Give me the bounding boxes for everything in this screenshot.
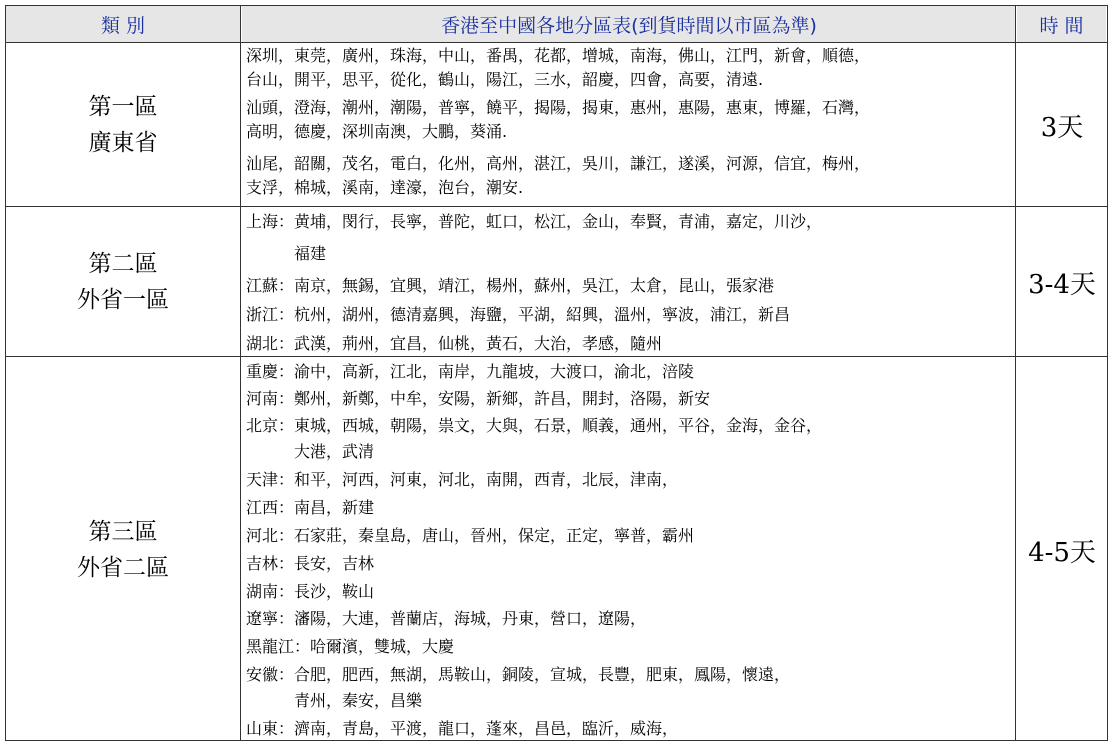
city-line: 深圳，東莞，廣州，珠海，中山，番禺，花都，增城，南海，佛山，江門，新會，順德，: [246, 46, 871, 65]
city-line: 汕頭，澄海，潮州，潮陽，普寧，饒平，揭陽，揭東，惠州，惠陽，惠東，博羅，石灣，: [246, 98, 871, 117]
city-line: 青州，秦安，昌樂: [246, 691, 423, 710]
zone-1-name-line1: 第一區: [88, 94, 158, 120]
zone-1-name: [6, 44, 240, 206]
city-line: 高明，德慶，深圳南澳，大鵬，葵涌.: [246, 122, 508, 141]
city-line: 江西：南昌，新建: [246, 498, 375, 517]
city-line: 江蘇：南京，無錫，宜興，靖江，楊州，蘇州，吳江，太倉，昆山，張家港: [246, 276, 775, 295]
zone-1-time: 3天: [1040, 112, 1084, 143]
city-line: 安徽：合肥，肥西，無湖，馬鞍山，銅陵，宣城，長豐，肥東，鳳陽，懷遠，: [246, 665, 791, 684]
city-line: 河南：鄭州，新鄭，中牟，安陽，新鄉，許昌，開封，洛陽，新安: [246, 389, 711, 408]
header-category: 類 別: [6, 6, 240, 42]
zone-3-name-line1: 第三區: [88, 519, 158, 545]
city-line: 天津：和平，河西，河東，河北，南開，西青，北辰，津南，: [246, 470, 679, 489]
row-divider: [6, 206, 1107, 207]
row-divider: [6, 42, 1107, 43]
city-line: 汕尾，韶關，茂名，電白，化州，高州，湛江，吳川，謙江，遂溪，河源，信宜，梅州，: [246, 154, 871, 173]
zone-3-cities: [246, 358, 1016, 742]
header-time: 時 間: [1017, 6, 1106, 42]
city-line: 上海：黄埔，閔行，長寧，普陀，虹口，松江，金山，奉賢，青浦，嘉定，川沙，: [246, 212, 823, 231]
zone-1-cities: [246, 44, 1016, 206]
city-line: 重慶：渝中，高新，江北，南岸，九龍坡，大渡口，渝北，涪陵: [246, 362, 695, 381]
zone-3-name-line2: 外省二區: [77, 555, 169, 581]
header-title: 香港至中國各地分區表(到貨時間以市區為準): [242, 6, 1016, 42]
zone-1-name-line2: 廣東省: [88, 130, 158, 156]
zone-table: [5, 5, 1108, 741]
city-line: 吉林：長安，吉林: [246, 554, 375, 573]
zone-2-time: 3-4天: [1028, 269, 1096, 300]
city-line: 山東：濟南，青島，平渡，龍口，蓬來，昌邑，臨沂，威海，: [246, 719, 679, 738]
zone-2-name-line2: 外省一區: [77, 287, 169, 313]
city-line: 北京：東城，西城，朝陽，祟文，大與，石景，順義，通州，平谷，金海，金谷，: [246, 416, 823, 435]
city-line: 湖南：長沙，鞍山: [246, 582, 375, 601]
city-line: 浙江：杭州，湖州，德清嘉興，海鹽，平湖，紹興，溫州，寧波，浦江，新昌: [246, 305, 791, 324]
column-divider: [240, 6, 241, 740]
row-divider: [6, 356, 1107, 357]
zone-2-name: [6, 208, 240, 356]
zone-3-time: 4-5天: [1028, 537, 1096, 568]
city-line: 黑龍江：哈爾濱，雙城，大慶: [246, 637, 455, 656]
city-line: 湖北：武漢，荊州，宜昌，仙桃，黃石，大治，孝感，隨州: [246, 334, 663, 353]
city-line: 台山，開平，思平，從化，鶴山，陽江，三水，韶慶，四會，高要，清遠.: [246, 70, 764, 89]
zone-2-cities: [246, 208, 1016, 356]
city-line: 河北：石家莊，秦皇島，唐山，晉州，保定，正定，寧普，霸州: [246, 526, 695, 545]
city-line: 福建: [246, 244, 327, 263]
city-line: 遼寧：瀋陽，大連，普蘭店，海城，丹東，營口，遼陽，: [246, 609, 647, 628]
zone-3-name: [6, 358, 240, 742]
zone-2-name-line1: 第二區: [88, 251, 158, 277]
city-line: 支浮，棉城，溪南，達濠，泡台，潮安.: [246, 178, 524, 197]
city-line: 大港，武清: [246, 442, 375, 461]
